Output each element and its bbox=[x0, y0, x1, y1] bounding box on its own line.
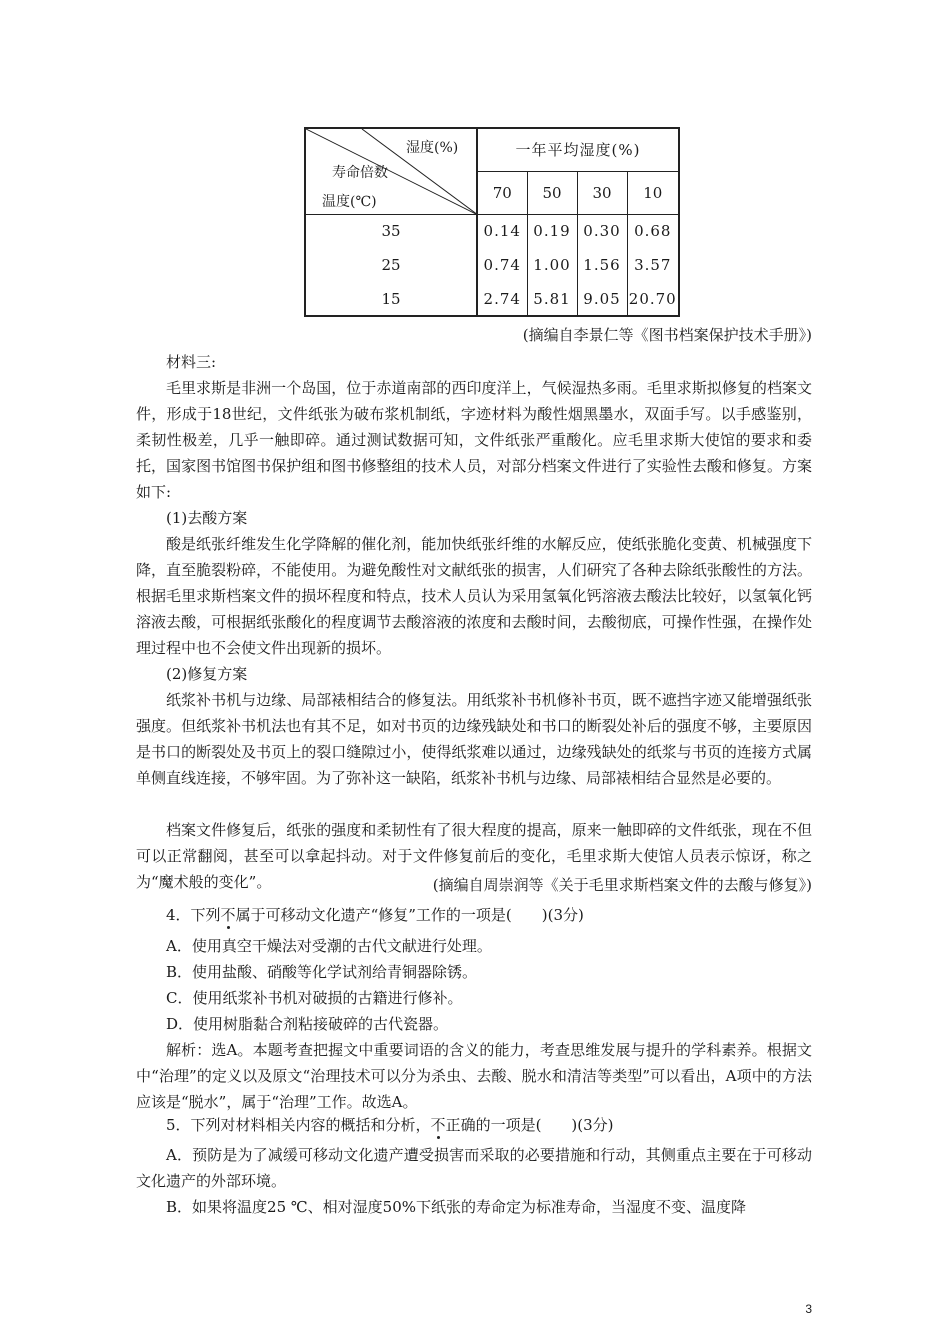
row-label: 25 bbox=[305, 248, 477, 282]
question-4-option-c: C．使用纸浆补书机对破损的古籍进行修补。 bbox=[166, 989, 463, 1007]
emphasis-not: 不 bbox=[220, 906, 236, 924]
column-header: 50 bbox=[527, 171, 577, 214]
question-4-option-d: D．使用树脂黏合剂粘接破碎的古代瓷器。 bbox=[166, 1015, 449, 1033]
page-number: 3 bbox=[805, 1302, 812, 1316]
column-header: 70 bbox=[477, 171, 527, 214]
table-cell: 0.14 bbox=[483, 222, 521, 241]
paragraph-material-3: 毛里求斯是非洲一个岛国，位于赤道南部的西印度洋上，气候湿热多雨。毛里求斯拟修复的档案文件，形成于18世纪，文件纸张为破布浆机制纸，字迹材料为酸性烟黑墨水，双面手写。以手感鉴别，柔韧性极差，几乎一触即碎。通过测试数据可知，文件纸张严重酸化。应毛里求斯大使馆的要求和委托，国家图书馆图书保护组和图书修整组的技术人员，对部分档案文件进行了实验性去酸和修复。方案如下: bbox=[136, 379, 812, 501]
humidity-temperature-table bbox=[304, 127, 678, 315]
table-row bbox=[305, 282, 679, 316]
table-header-humidity: 一年平均湿度(%) bbox=[477, 128, 679, 171]
source-citation-1: (摘编自李景仁等《图书档案保护技术手册》) bbox=[522, 326, 812, 344]
table-cell: 9.05 bbox=[577, 282, 627, 316]
table-cell: 0.30 bbox=[577, 214, 627, 248]
paragraph-repair-method: 纸浆补书机与边缘、局部裱相结合的修复法。用纸浆补书机修补书页，既不遮挡字迹又能增强纸张强度。但纸浆补书机法也有其不足，如对书页的边缘残缺处和书口的断裂处补后的强度不够，主要原因是书口的断裂处及书页上的裂口缝隙过小，使得纸浆难以通过，边缘残缺处的纸浆与书页的连接方式属单侧直线连接，不够牢固。为了弥补这一缺陷，纸浆补书机与边缘、局部裱相结合显然是必要的。 bbox=[136, 691, 812, 787]
emphasis-not: 不 bbox=[430, 1116, 446, 1134]
material-3-title: 材料三: bbox=[166, 353, 217, 371]
question-4 bbox=[136, 902, 812, 928]
paragraph-deacidification: 酸是纸张纤维发生化学降解的催化剂，能加快纸张纤维的水解反应，使纸张脆化变黄、机械强度下降，直至脆裂粉碎，不能使用。为避免酸性对文献纸张的损害，人们研究了各种去除纸张酸性的方法。根据毛里求斯档案文件的损坏程度和特点，技术人员认为采用氢氧化钙溶液去酸法比较好，以氢氧化钙溶液去酸，可根据纸张酸化的程度调节去酸溶液的浓度和去酸时间，去酸彻底，可操作性强，在操作处理过程中也不会使文件出现新的损坏。 bbox=[136, 535, 812, 657]
question-4-option-b: B．使用盐酸、硝酸等化学试剂给青铜器除锈。 bbox=[166, 963, 478, 981]
table-cell: 5.81 bbox=[527, 282, 577, 316]
plan-2-title: (2)修复方案 bbox=[166, 665, 248, 683]
table-cell: 2.74 bbox=[483, 289, 521, 308]
question-5-text-prefix: 5．下列对材料相关内容的概括和分析， bbox=[166, 1116, 431, 1134]
question-5-text-suffix: 正确的一项是( )(3分) bbox=[445, 1116, 614, 1134]
paragraph-repair-result: 档案文件修复后，纸张的强度和柔韧性有了很大程度的提高，原来一触即碎的文件纸张，现在不但可以正常翻阅，甚至可以拿起抖动。对于文件修复前后的变化，毛里求斯大使馆人员表示惊讶，称之为“魔术般的变化”。 bbox=[136, 821, 812, 891]
table-cell: 0.19 bbox=[527, 214, 577, 248]
plan-1-title: (1)去酸方案 bbox=[166, 509, 248, 527]
lifespan-table bbox=[304, 127, 680, 317]
corner-humidity-label: 湿度(%) bbox=[406, 140, 459, 156]
question-5-option-b: B．如果将温度25 ℃、相对湿度50%下纸张的寿命定为标准寿命，当湿度不变、温度降 bbox=[166, 1198, 747, 1216]
question-5-option-a: A．预防是为了减缓可移动文化遗产遭受损害而采取的必要措施和行动，其侧重点主要在于可移动文化遗产的外部环境。 bbox=[136, 1146, 812, 1190]
table-corner-header bbox=[305, 128, 477, 214]
source-citation-2: (摘编自周崇润等《关于毛里求斯档案文件的去酸与修复》) bbox=[432, 876, 812, 894]
question-4-option-a: A．使用真空干燥法对受潮的古代文献进行处理。 bbox=[166, 937, 492, 955]
column-header: 10 bbox=[627, 171, 679, 214]
row-label: 15 bbox=[305, 282, 477, 316]
corner-lifespan-label: 寿命倍数 bbox=[332, 165, 388, 181]
question-4-text-suffix: 属于可移动文化遗产“修复”工作的一项是( )(3分) bbox=[235, 906, 584, 924]
table-cell: 1.56 bbox=[577, 248, 627, 282]
question-4-text-prefix: 4．下列 bbox=[166, 906, 221, 924]
table-cell: 0.68 bbox=[627, 214, 679, 248]
question-5 bbox=[136, 1112, 812, 1138]
table-cell: 3.57 bbox=[627, 248, 679, 282]
table-row bbox=[305, 248, 679, 282]
column-header: 30 bbox=[577, 171, 627, 214]
table-cell: 20.70 bbox=[627, 282, 679, 316]
question-4-analysis: 解析：选A。本题考查把握文中重要词语的含义的能力，考查思维发展与提升的学科素养。根据文中“治理”的定义以及原文“治理技术可以分为杀虫、去酸、脱水和清洁等类型”可以看出，A项中的方法应该是“脱水”，属于“治理”工作。故选A。 bbox=[136, 1041, 812, 1111]
row-label: 35 bbox=[305, 214, 477, 248]
table-cell: 0.74 bbox=[483, 256, 521, 274]
table-cell: 1.00 bbox=[527, 248, 577, 282]
corner-temperature-label: 温度(℃) bbox=[322, 194, 377, 210]
table-row bbox=[305, 214, 679, 248]
